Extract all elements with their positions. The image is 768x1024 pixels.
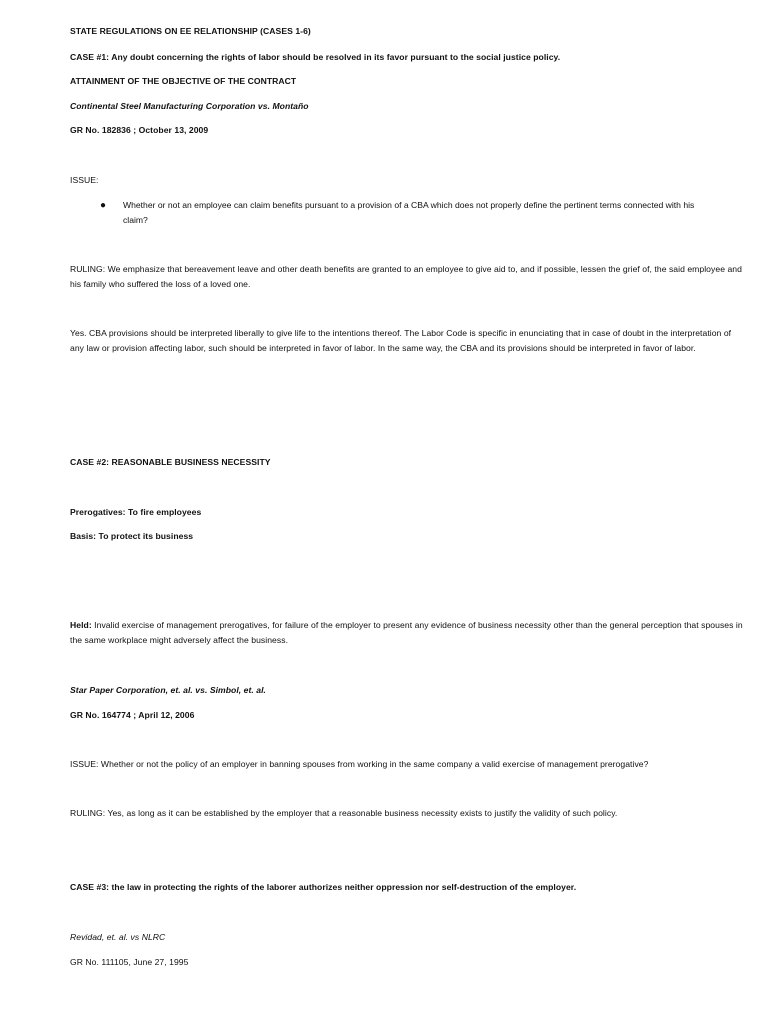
case1-ruling: RULING: We emphasize that bereavement leave and other death benefits are granted to an employee to give aid to, and if possible, lessen the grief of, the said employee and his family who suffered the loss of a loved one. (70, 264, 742, 289)
case2-held-paragraph (70, 618, 746, 648)
case1-gr-number: GR No. 182836 ; October 13, 2009 (70, 125, 209, 135)
case2-held-text: Invalid exercise of management prerogatives, for failure of the employer to present any evidence of business necessity other than the general perception that spouses in the same workplace might adversely affect the business. (70, 620, 743, 645)
case2-basis: Basis: To protect its business (70, 531, 194, 541)
case1-case-name: Continental Steel Manufacturing Corporation vs. Montaño (70, 101, 309, 111)
case1-issue-label: ISSUE: (70, 175, 99, 185)
case2-heading: CASE #2: REASONABLE BUSINESS NECESSITY (70, 457, 271, 467)
case1-issue-text: Whether or not an employee can claim benefits pursuant to a provision of a CBA which does not properly define the pertinent terms connected with his claim? (123, 200, 695, 225)
document-title: STATE REGULATIONS ON EE RELATIONSHIP (CASES 1-6) (70, 26, 311, 36)
case1-heading: CASE #1: Any doubt concerning the rights of labor should be resolved in its favor pursuant to the social justice policy. (70, 52, 561, 62)
case3-gr-number: GR No. 111105, June 27, 1995 (70, 957, 189, 967)
case2-prerogatives: Prerogatives: To fire employees (70, 507, 202, 517)
case3-heading: CASE #3: the law in protecting the rights of the laborer authorizes neither oppression nor self-destruction of the employer. (70, 882, 577, 892)
case1-subheading: ATTAINMENT OF THE OBJECTIVE OF THE CONTRACT (70, 76, 297, 86)
case2-gr-number: GR No. 164774 ; April 12, 2006 (70, 710, 195, 720)
case1-yes-paragraph: Yes. CBA provisions should be interpreted liberally to give life to the intentions thereof. The Labor Code is specific in enunciating that in case of doubt in the interpretation of any law or provision affecting labor, such should be interpreted in favor of labor. In the same way, the CBA and its provisions should be interpreted in favor of labor. (70, 328, 732, 353)
case2-issue: ISSUE: Whether or not the policy of an employer in banning spouses from working in the same company a valid exercise of management prerogative? (70, 759, 649, 769)
case2-held-label: Held: (70, 620, 92, 630)
case1-issue-bullet-item (102, 198, 708, 230)
bullet-icon: ● (100, 200, 107, 211)
case2-case-name: Star Paper Corporation, et. al. vs. Simbol, et. al. (70, 685, 266, 695)
case3-case-name: Revidad, et. al. vs NLRC (70, 932, 166, 942)
case2-ruling: RULING: Yes, as long as it can be established by the employer that a reasonable business necessity exists to justify the validity of such policy. (70, 808, 618, 818)
